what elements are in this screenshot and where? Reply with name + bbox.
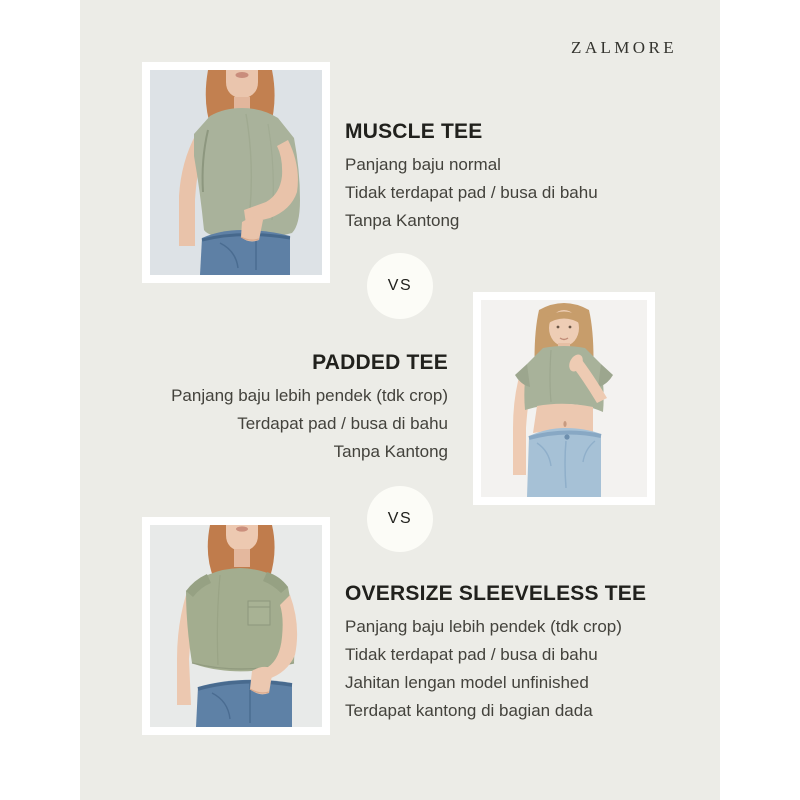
feature-line: Terdapat pad / busa di bahu <box>237 414 448 433</box>
feature-line: Tidak terdapat pad / busa di bahu <box>345 183 598 202</box>
muscle-tee-photo-illustration <box>150 70 322 275</box>
padded-tee-photo-illustration <box>481 300 647 497</box>
feature-line: Terdapat kantong di bagian dada <box>345 701 593 720</box>
section-title: OVERSIZE SLEEVELESS TEE <box>345 582 647 605</box>
brand-logo: ZALMORE <box>571 38 677 57</box>
feature-line: Tanpa Kantong <box>333 442 448 461</box>
oversize-sleeveless-tee-photo-illustration <box>150 525 322 727</box>
section-title: PADDED TEE <box>312 351 448 374</box>
feature-line: Tanpa Kantong <box>345 211 460 230</box>
feature-line: Panjang baju lebih pendek (tdk crop) <box>171 386 448 405</box>
feature-line: Jahitan lengan model unfinished <box>345 673 589 692</box>
muscle-tee-text-block <box>345 120 598 235</box>
muscle-tee-photo <box>142 62 330 283</box>
padded-tee-text-block <box>171 351 448 466</box>
feature-line: Panjang baju normal <box>345 155 501 174</box>
vs-label: VS <box>387 510 413 527</box>
feature-line: Panjang baju lebih pendek (tdk crop) <box>345 617 622 636</box>
poster-background <box>80 0 720 800</box>
vs-badge <box>367 253 433 319</box>
padded-tee-photo <box>473 292 655 505</box>
vs-badge <box>367 486 433 552</box>
vs-label: VS <box>387 277 413 294</box>
section-title: MUSCLE TEE <box>345 120 483 143</box>
oversize-sleeveless-tee-photo <box>142 517 330 735</box>
oversize-sleeveless-tee-text-block <box>345 582 646 725</box>
feature-line: Tidak terdapat pad / busa di bahu <box>345 645 598 664</box>
